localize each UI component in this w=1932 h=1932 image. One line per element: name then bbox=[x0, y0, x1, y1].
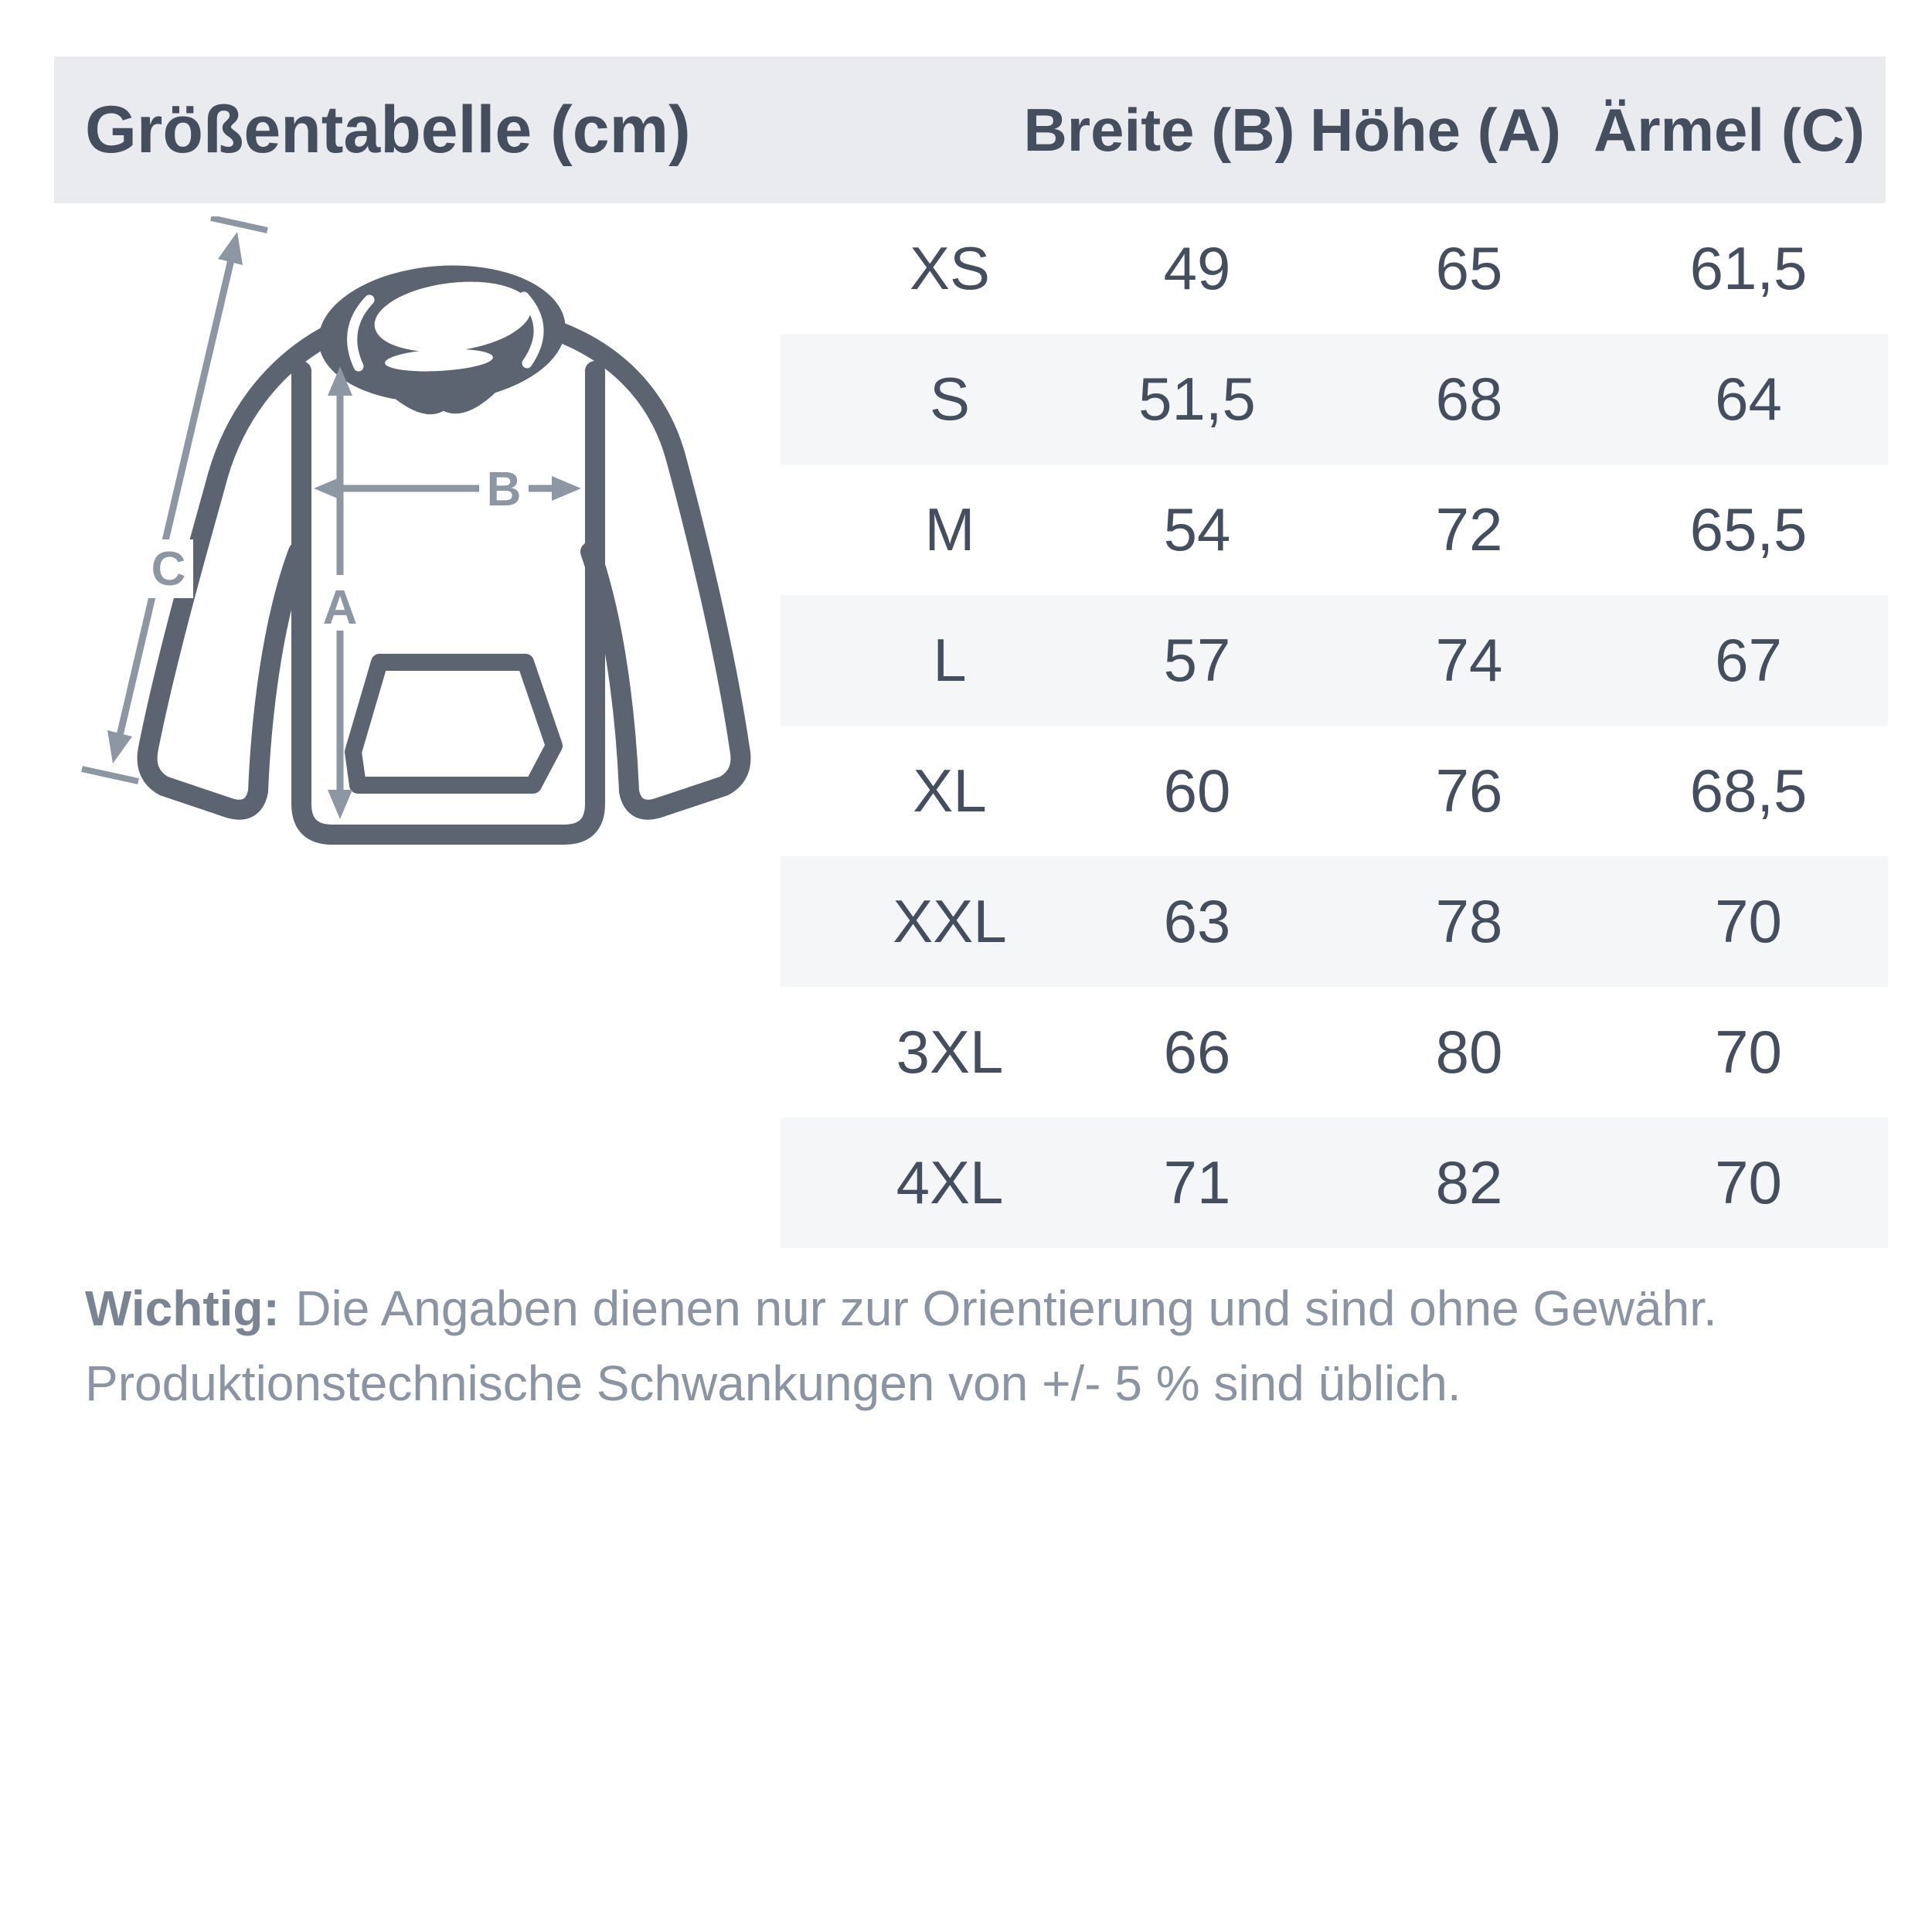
column-header-breite: Breite (B) bbox=[1023, 95, 1295, 164]
footer-line-2: Produktionstechnische Schwankungen von +/- 5 % sind üblich. bbox=[85, 1355, 1461, 1411]
hoehe-value: 65 bbox=[1435, 234, 1503, 302]
hoodie-measurement-diagram bbox=[62, 216, 804, 873]
breite-value: 54 bbox=[1163, 495, 1231, 563]
table-row bbox=[781, 726, 1888, 856]
table-row bbox=[781, 595, 1888, 726]
hoodie-right-sleeve bbox=[556, 331, 740, 810]
page-title: Größentabelle (cm) bbox=[85, 92, 691, 167]
aermel-value: 70 bbox=[1715, 1018, 1782, 1086]
hoehe-value: 80 bbox=[1435, 1018, 1503, 1086]
dimension-arrow-c bbox=[82, 218, 267, 781]
table-row bbox=[781, 464, 1888, 595]
table-row bbox=[781, 203, 1888, 334]
footer-note bbox=[85, 1271, 1855, 1421]
size-label: 3XL bbox=[896, 1018, 1004, 1086]
hoehe-value: 76 bbox=[1435, 757, 1503, 825]
aermel-value: 70 bbox=[1715, 887, 1782, 955]
breite-value: 49 bbox=[1163, 234, 1231, 302]
breite-value: 71 bbox=[1163, 1148, 1231, 1216]
hoehe-value: 78 bbox=[1435, 887, 1503, 955]
size-label: S bbox=[929, 365, 971, 433]
size-table bbox=[781, 203, 1888, 1248]
table-row bbox=[781, 334, 1888, 464]
aermel-value: 61,5 bbox=[1689, 234, 1808, 302]
aermel-value: 65,5 bbox=[1689, 495, 1808, 563]
table-header bbox=[54, 56, 1886, 203]
size-label: XS bbox=[909, 234, 991, 302]
breite-value: 66 bbox=[1163, 1018, 1231, 1086]
label-c: C bbox=[151, 543, 186, 596]
size-label: M bbox=[924, 495, 975, 563]
footer-text-1: Die Angaben dienen nur zur Orientierung und sind ohne Gewähr. bbox=[295, 1281, 1717, 1336]
size-label: 4XL bbox=[896, 1148, 1004, 1216]
dimension-arrow-b bbox=[314, 459, 581, 518]
hoehe-value: 74 bbox=[1435, 626, 1503, 694]
table-row bbox=[781, 856, 1888, 987]
table-row bbox=[781, 1117, 1888, 1248]
footer-prefix: Wichtig: bbox=[85, 1281, 280, 1336]
aermel-value: 68,5 bbox=[1689, 757, 1808, 825]
hoodie-hood bbox=[314, 257, 570, 410]
label-b: B bbox=[486, 463, 522, 516]
aermel-value: 64 bbox=[1715, 365, 1782, 433]
size-label: XL bbox=[913, 757, 987, 825]
aermel-value: 67 bbox=[1715, 626, 1782, 694]
size-label: XXL bbox=[893, 887, 1007, 955]
size-label: L bbox=[933, 626, 967, 694]
aermel-value: 70 bbox=[1715, 1148, 1782, 1216]
column-header-aermel: Ärmel (C) bbox=[1593, 95, 1866, 164]
table-row bbox=[781, 987, 1888, 1117]
hoehe-value: 68 bbox=[1435, 365, 1503, 433]
breite-value: 63 bbox=[1163, 887, 1231, 955]
hoehe-value: 72 bbox=[1435, 495, 1503, 563]
breite-value: 57 bbox=[1163, 626, 1231, 694]
label-a: A bbox=[322, 581, 358, 634]
breite-value: 51,5 bbox=[1138, 365, 1256, 433]
column-header-hoehe: Höhe (A) bbox=[1310, 95, 1561, 164]
hoodie-pocket bbox=[353, 662, 554, 785]
footer-line-1 bbox=[85, 1271, 1855, 1346]
hoehe-value: 82 bbox=[1435, 1148, 1503, 1216]
breite-value: 60 bbox=[1163, 757, 1231, 825]
